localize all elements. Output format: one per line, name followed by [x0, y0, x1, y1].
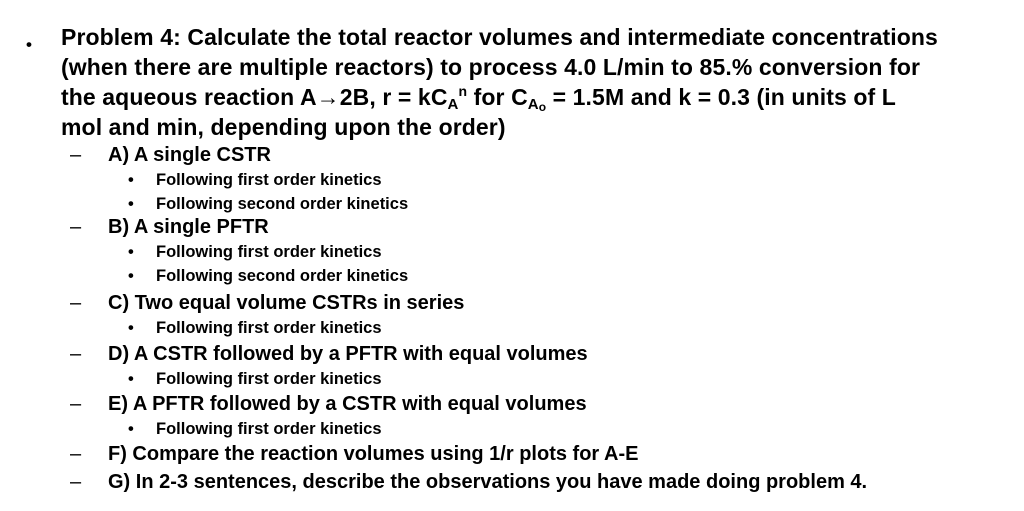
kinetics-label: Following first order kinetics: [156, 370, 382, 388]
kinetics-label: Following second order kinetics: [156, 267, 409, 285]
kinetics-label: Following first order kinetics: [156, 243, 382, 261]
dash-bullet-icon: –: [70, 393, 82, 415]
problem-line-2: (when there are multiple reactors) to process 4.0 L/min to 85.% conversion for: [61, 54, 921, 80]
main-bullet-icon: •: [26, 35, 32, 54]
sub-problem-label: G) In 2-3 sentences, describe the observations you have made doing problem 4.: [108, 471, 868, 493]
dash-bullet-icon: –: [70, 471, 82, 493]
dot-bullet-icon: •: [128, 195, 134, 213]
kinetics-item: [128, 170, 382, 190]
dot-bullet-icon: •: [128, 319, 134, 337]
sub-problem-item: [70, 291, 464, 315]
dash-bullet-icon: –: [70, 216, 82, 238]
kinetics-item: [128, 419, 382, 439]
sub-problem-label: C) Two equal volume CSTRs in series: [108, 292, 465, 314]
problem-line-3: [61, 82, 1011, 112]
dot-bullet-icon: •: [128, 243, 134, 261]
initial-conc-text: for C: [467, 84, 528, 110]
subscript-a-initial: A: [527, 96, 539, 113]
sub-problem-item: [70, 215, 269, 239]
sub-problem-item: [70, 392, 587, 416]
arrow-icon: →: [316, 84, 340, 110]
sub-problem-label: D) A CSTR followed by a PFTR with equal volumes: [108, 343, 588, 365]
dash-bullet-icon: –: [70, 443, 82, 465]
problem-line-1: Problem 4: Calculate the total reactor volumes and intermediate concentrations: [61, 24, 938, 50]
kinetics-item: [128, 266, 408, 286]
dot-bullet-icon: •: [128, 171, 134, 189]
kinetics-label: Following second order kinetics: [156, 195, 409, 213]
dot-bullet-icon: •: [128, 370, 134, 388]
subscript-o: o: [538, 100, 547, 114]
kinetics-label: Following first order kinetics: [156, 319, 382, 337]
reaction-text: the aqueous reaction A: [61, 84, 317, 110]
sub-problem-item: [70, 442, 638, 466]
sub-problem-item: [70, 143, 271, 167]
sub-problem-label: F) Compare the reaction volumes using 1/r plots for A-E: [108, 443, 639, 465]
dash-bullet-icon: –: [70, 144, 82, 166]
subscript-a: A: [447, 96, 459, 113]
sub-problem-item: [70, 342, 588, 366]
problem-line-4: mol and min, depending upon the order): [61, 114, 506, 140]
problem-statement: [61, 22, 1011, 142]
dash-bullet-icon: –: [70, 292, 82, 314]
conc-value-text: = 1.5M and k = 0.3 (in units of L: [546, 84, 896, 110]
sub-problem-label: B) A single PFTR: [108, 216, 269, 238]
superscript-n: n: [458, 83, 468, 99]
kinetics-label: Following first order kinetics: [156, 420, 382, 438]
dot-bullet-icon: •: [128, 267, 134, 285]
kinetics-item: [128, 242, 382, 262]
kinetics-label: Following first order kinetics: [156, 171, 382, 189]
sub-problem-label: E) A PFTR followed by a CSTR with equal volumes: [108, 393, 587, 415]
kinetics-item: [128, 369, 382, 389]
sub-problem-label: A) A single CSTR: [108, 144, 271, 166]
kinetics-item: [128, 318, 382, 338]
kinetics-item: [128, 194, 408, 214]
dash-bullet-icon: –: [70, 343, 82, 365]
dot-bullet-icon: •: [128, 420, 134, 438]
rate-law-text: 2B, r = kC: [339, 84, 448, 110]
sub-problem-item: [70, 470, 867, 494]
